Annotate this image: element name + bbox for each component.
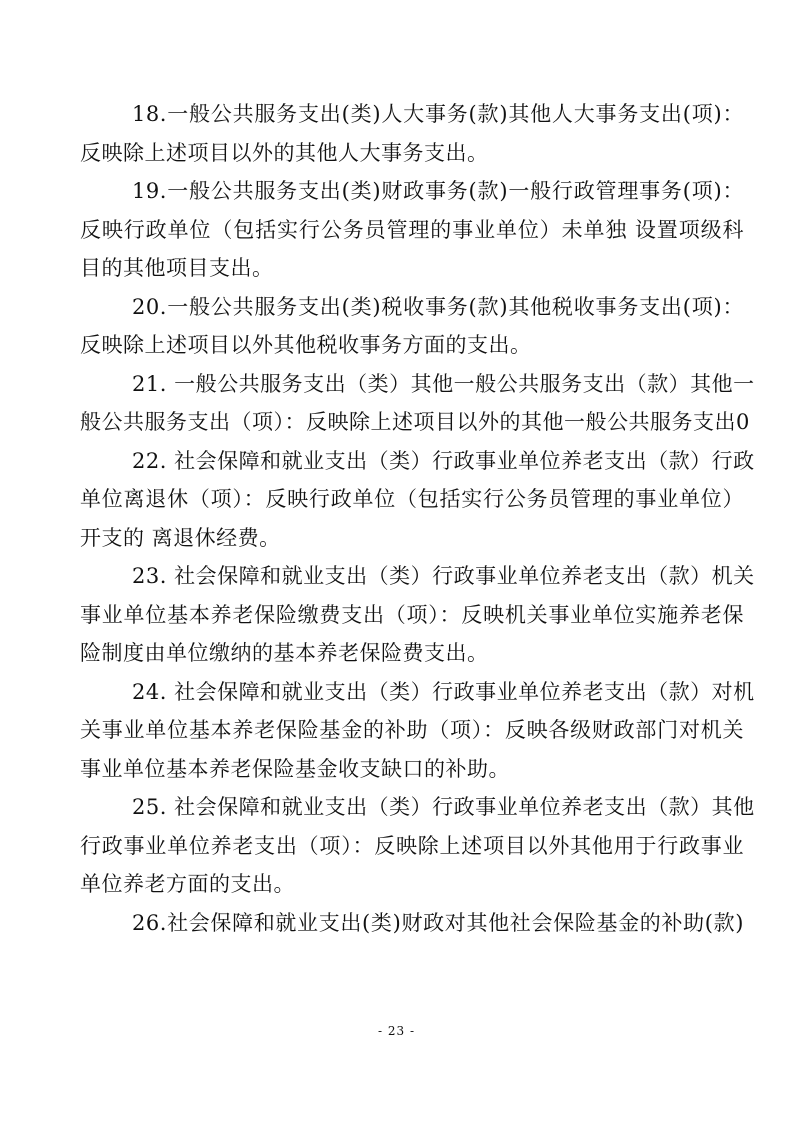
text-line: 23. 社会保障和就业支出（类）行政事业单位养老支出（款）机关 xyxy=(132,564,755,588)
paragraph-22 xyxy=(80,442,755,558)
text-line: 单位养老方面的支出。 xyxy=(80,872,295,896)
text-line: 关事业单位基本养老保险基金的补助（项）：反映各级财政部门对机关 xyxy=(80,718,744,742)
paragraph-21 xyxy=(80,365,755,442)
text-line: 行政事业单位养老支出（项）：反映除上述项目以外其他用于行政事业 xyxy=(80,833,744,858)
text-line: 般公共服务支出（项）：反映除上述项目以外的其他一般公共服务支出0 xyxy=(80,410,750,434)
text-line: 18.一般公共服务支出(类)人大事务(款)其他人大事务支出(项)： xyxy=(132,102,744,126)
paragraph-24 xyxy=(80,673,755,789)
paragraph-23 xyxy=(80,557,755,673)
text-line: 22. 社会保障和就业支出（类）行政事业单位养老支出（款）行政 xyxy=(132,448,755,473)
text-line: 险制度由单位缴纳的基本养老保险费支出。 xyxy=(80,641,489,665)
page-number: - 23 - xyxy=(377,1024,415,1038)
paragraph-18 xyxy=(80,95,744,172)
paragraph-20 xyxy=(80,288,744,365)
text-line: 21. 一般公共服务支出（类）其他一般公共服务支出（款）其他一 xyxy=(132,371,755,396)
text-line: 20.一般公共服务支出(类)税收事务(款)其他税收事务支出(项)： xyxy=(132,294,744,319)
text-line: 开支的 离退休经费。 xyxy=(80,525,281,550)
text-line: 事业单位基本养老保险缴费支出（项）：反映机关事业单位实施养老保 xyxy=(80,602,744,627)
text-line: 事业单位基本养老保险基金收支缺口的补助。 xyxy=(80,756,510,781)
text-line: 25. 社会保障和就业支出（类）行政事业单位养老支出（款）其他 xyxy=(132,795,755,819)
text-line: 目的其他项目支出。 xyxy=(80,256,274,280)
text-line: 反映行政单位（包括实行公务员管理的事业单位）未单独 设置项级科 xyxy=(80,217,744,242)
text-line: 26.社会保障和就业支出(类)财政对其他社会保险基金的补助(款) xyxy=(132,910,744,935)
paragraph-19 xyxy=(80,172,744,288)
text-line: 单位离退休（项）：反映行政单位（包括实行公务员管理的事业单位） xyxy=(80,487,744,511)
paragraph-25 xyxy=(80,788,755,904)
text-line: 反映除上述项目以外的其他人大事务支出。 xyxy=(80,140,489,165)
text-line: 24. 社会保障和就业支出（类）行政事业单位养老支出（款）对机 xyxy=(132,679,755,704)
document-body xyxy=(80,95,755,942)
paragraph-26 xyxy=(80,904,744,943)
text-line: 反映除上述项目以外其他税收事务方面的支出。 xyxy=(80,333,532,357)
text-line: 19.一般公共服务支出(类)财政事务(款)一般行政管理事务(项)： xyxy=(132,179,744,203)
